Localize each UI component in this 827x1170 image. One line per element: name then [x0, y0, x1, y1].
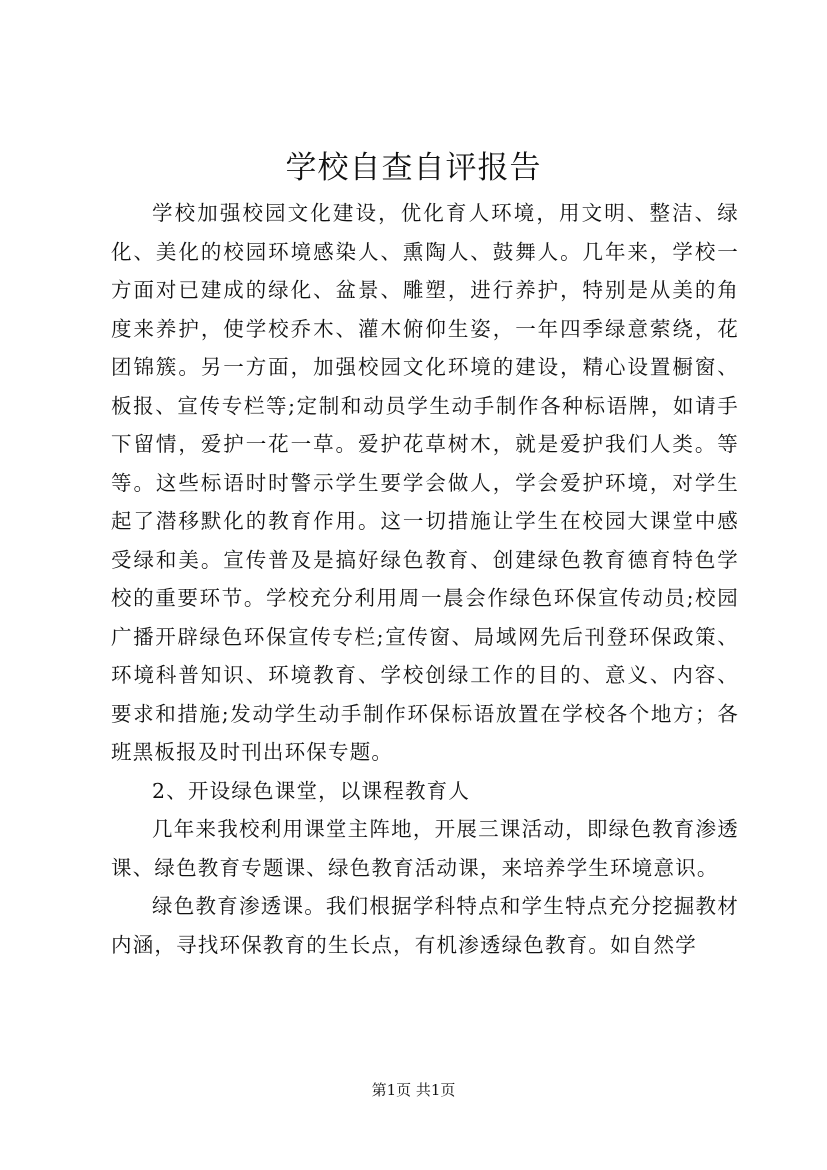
paragraph-1: 学校加强校园文化建设，优化育人环境，用文明、整洁、绿化、美化的校园环境感染人、熏陶人、鼓舞人。几年来，学校一方面对已建成的绿化、盆景、雕塑，进行养护，特别是从美的角度来养护，使学校乔木、灌木俯仰生姿，一年四季绿意萦绕，花团锦簇。另一方面，加强校园文化环境的建设，精心设置橱窗、板报、宣传专栏等;定制和动员学生动手制作各种标语牌，如请手下留情，爱护一花一草。爱护花草树木，就是爱护我们人类。等等。这些标语时时警示学生要学会做人，学会爱护环境，对学生起了潜移默化的教育作用。这一切措施让学生在校园大课堂中感受绿和美。宣传普及是搞好绿色教育、创建绿色教育德育特色学校的重要环节。学校充分利用周一晨会作绿色环保宣传动员;校园广播开辟绿色环保宣传专栏;宣传窗、局域网先后刊登环保政策、环境科普知识、环境教育、学校创绿工作的目的、意义、内容、要求和措施;发动学生动手制作环保标语放置在学校各个地方；各班黑板报及时刊出环保专题。 — [111, 201, 739, 764]
paragraph-2: 2、开设绿色课堂，以课程教育人 — [152, 778, 471, 803]
paragraph-4: 绿色教育渗透课。我们根据学科特点和学生特点充分挖掘教材内涵，寻找环保教育的生长点，有机渗透绿色教育。如自然学 — [111, 894, 739, 957]
page-footer: 第1页 共1页 — [371, 1081, 456, 1099]
document-title: 学校自查自评报告 — [285, 150, 542, 186]
paragraph-3: 几年来我校利用课堂主阵地，开展三课活动，即绿色教育渗透课、绿色教育专题课、绿色教育活动课，来培养学生环境意识。 — [111, 817, 739, 880]
document-body — [111, 194, 739, 964]
